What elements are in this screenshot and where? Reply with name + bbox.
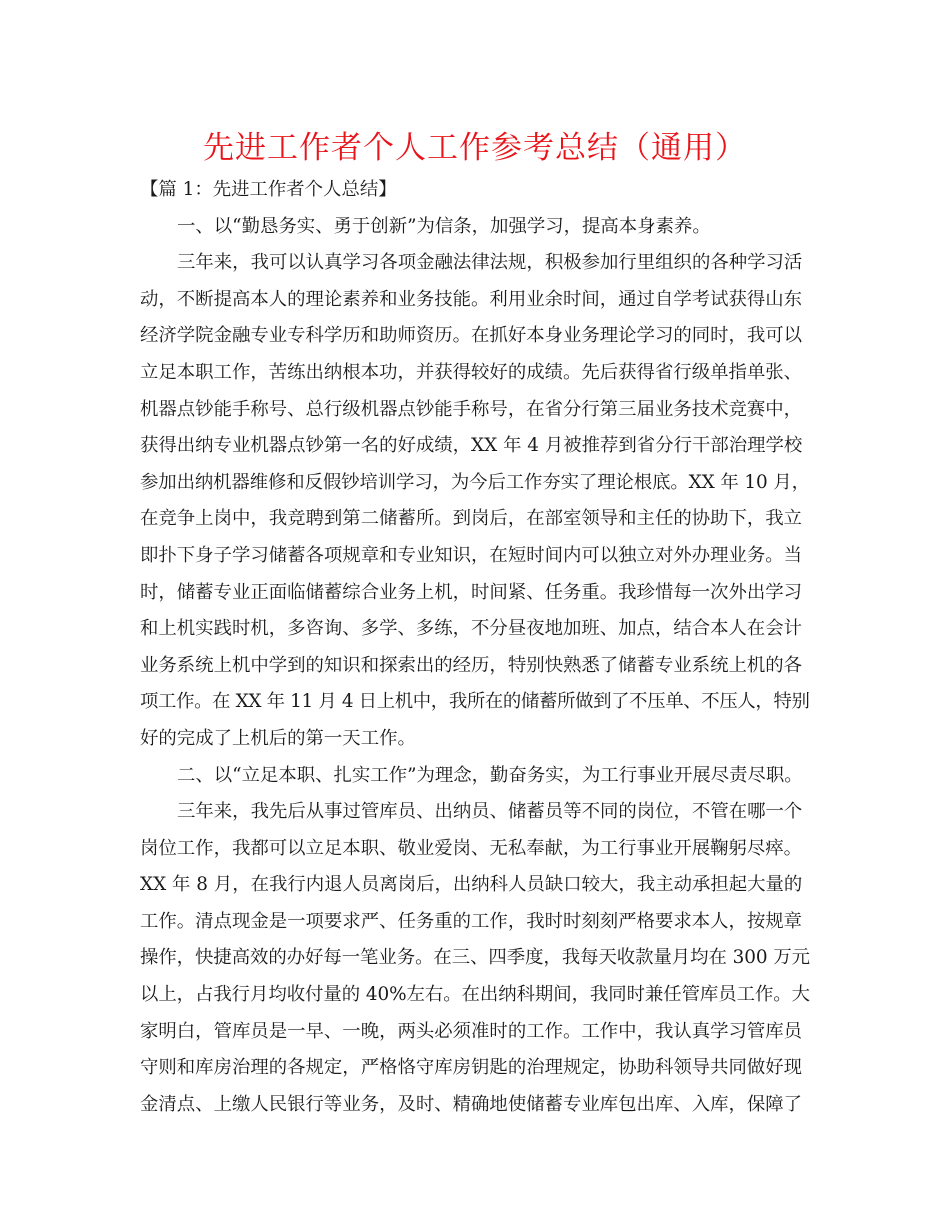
text-line: 经济学院金融专业专科学历和助师资历。在抓好本身业务理论学习的同时，我可以 [140,325,803,347]
text-line: 在竞争上岗中，我竞聘到第二储蓄所。到岗后，在部室领导和主任的协助下，我立 [140,508,803,530]
document-title: 先进工作者个人工作参考总结（通用） [203,130,747,166]
text-line: 三年来，我先后从事过管库员、出纳员、储蓄员等不同的岗位，不管在哪一个 [177,801,803,823]
text-line: 机器点钞能手称号、总行级机器点钞能手称号，在省分行第三届业务技术竞赛中， [140,398,803,420]
text-line: 金清点、上缴人民银行等业务，及时、精确地使储蓄专业库包出库、入库，保障了 [140,1093,803,1115]
text-line: 岗位工作，我都可以立足本职、敬业爱岗、无私奉献，为工行事业开展鞠躬尽瘁。 [140,837,803,859]
text-line: 动，不断提高本人的理论素养和业务技能。利用业余时间，通过自学考试获得山东 [140,288,803,310]
text-line: 参加出纳机器维修和反假钞培训学习，为今后工作夯实了理论根底。XX 年 10 月， [140,471,810,493]
text-line: 时，储蓄专业正面临储蓄综合业务上机，时间紧、任务重。我珍惜每一次外出学习 [140,581,803,603]
text-line: 即扑下身子学习储蓄各项规章和专业知识，在短时间内可以独立对外办理业务。当 [140,544,803,566]
text-line: 获得出纳专业机器点钞第一名的好成绩，XX 年 4 月被推荐到省分行干部治理学校 [140,435,803,457]
text-line: 一、以“勤恳务实、勇于创新”为信条，加强学习，提高本身素养。 [177,215,711,237]
text-line: XX 年 8 月，在我行内退人员离岗后，出纳科人员缺口较大，我主动承担起大量的 [140,874,803,896]
text-line: 三年来，我可以认真学习各项金融法律法规，积极参加行里组织的各种学习活 [177,252,803,274]
text-line: 业务系统上机中学到的知识和探索出的经历，特别快熟悉了储蓄专业系统上机的各 [140,654,803,676]
document-body [140,172,810,1123]
text-line: 项工作。在 XX 年 11 月 4 日上机中，我所在的储蓄所做到了不压单、不压人，特别 [140,691,810,713]
text-line: 好的完成了上机后的第一天工作。 [140,727,416,749]
text-line: 二、以“立足本职、扎实工作”为理念，勤奋务实，为工行事业开展尽责尽职。 [177,764,803,786]
text-line: 操作，快捷高效的办好每一笔业务。在三、四季度，我每天收款量月均在 300 万元 [140,947,811,969]
text-line: 工作。清点现金是一项要求严、任务重的工作，我时时刻刻严格要求本人，按规章 [140,910,803,932]
text-line: 和上机实践时机，多咨询、多学、多练，不分昼夜地加班、加点，结合本人在会计 [140,618,803,640]
text-line: 家明白，管库员是一早、一晚，两头必须准时的工作。工作中，我认真学习管库员 [140,1020,803,1042]
text-line: 以上，占我行月均收付量的 40%左右。在出纳科期间，我同时兼任管库员工作。大 [140,984,810,1006]
text-line: 守则和库房治理的各规定，严格恪守库房钥匙的治理规定，协助科领导共同做好现 [140,1057,803,1079]
text-line: 立足本职工作，苦练出纳根本功，并获得较好的成绩。先后获得省行级单指单张、 [140,361,803,383]
text-line: 【篇 1：先进工作者个人总结】 [140,179,397,200]
